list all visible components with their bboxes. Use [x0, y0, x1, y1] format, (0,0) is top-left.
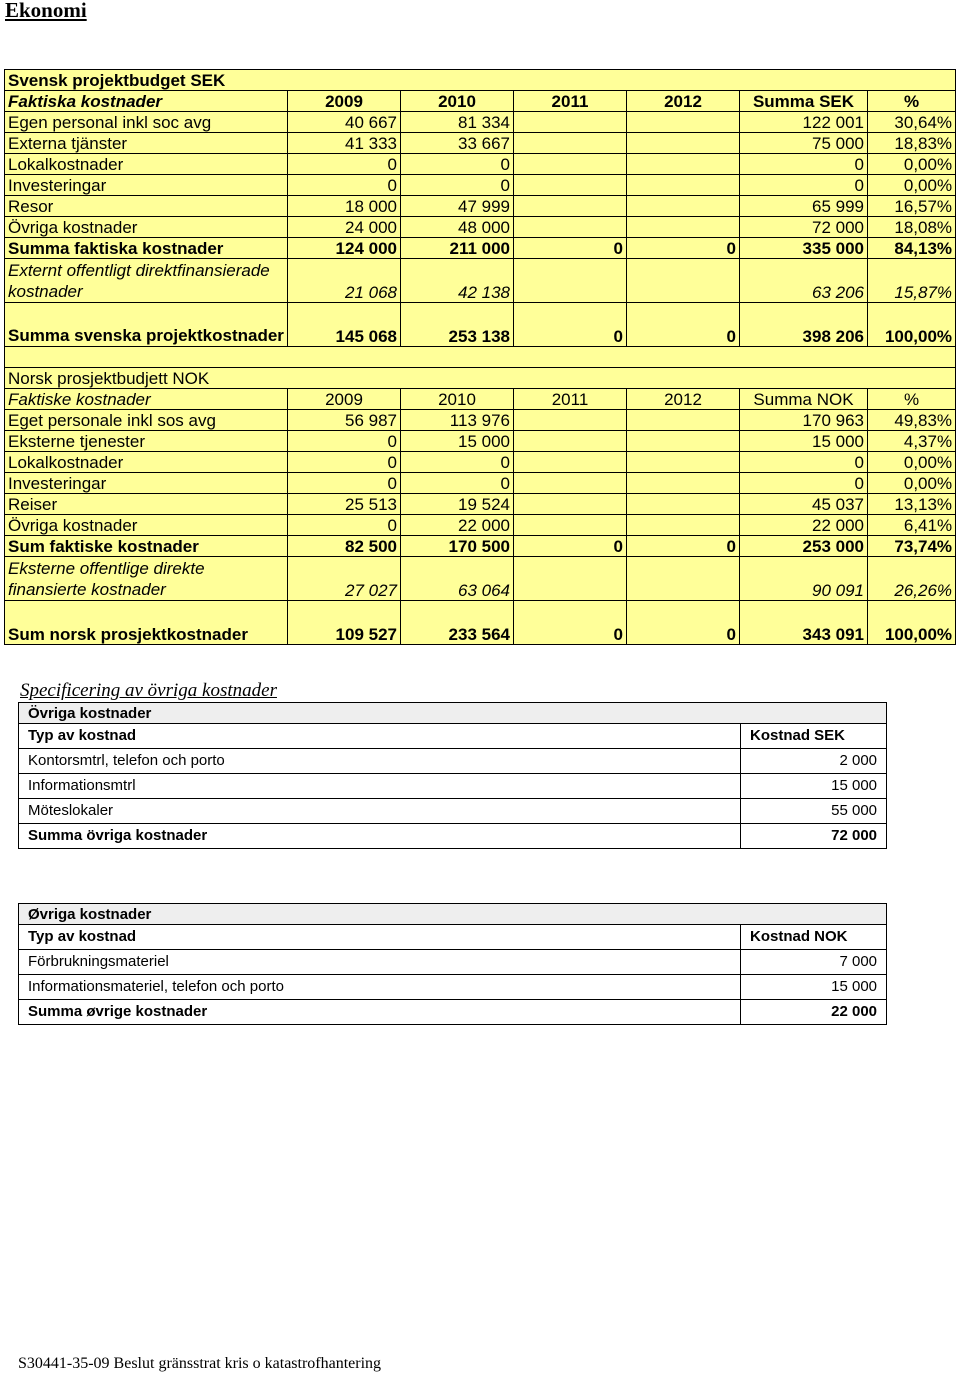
- cell: 335 000: [740, 238, 868, 259]
- table-row: [5, 515, 956, 536]
- row-label: Summa faktiska kostnader: [5, 238, 288, 259]
- cell: 2 000: [741, 749, 887, 774]
- table-row: [5, 154, 956, 175]
- col-header: 2009: [288, 389, 401, 410]
- cell: [514, 175, 627, 196]
- col-header: 2012: [627, 91, 740, 112]
- cell: 145 068: [288, 303, 401, 347]
- col-header: Kostnad NOK: [741, 925, 887, 950]
- spacer-row: [5, 347, 956, 368]
- cell: 63 206: [740, 259, 868, 303]
- spec-title: Øvriga kostnader: [19, 904, 887, 925]
- table-row: [19, 749, 887, 774]
- cell: [514, 515, 627, 536]
- cell: 55 000: [741, 799, 887, 824]
- row-label: Lokalkostnader: [5, 154, 288, 175]
- table-row: [5, 452, 956, 473]
- cell: 81 334: [401, 112, 514, 133]
- row-label: Möteslokaler: [19, 799, 741, 824]
- cell: 90 091: [740, 557, 868, 601]
- cell: 0,00%: [868, 154, 956, 175]
- row-label: Summa övriga kostnader: [19, 824, 741, 849]
- cell: 0: [627, 536, 740, 557]
- cell: [627, 133, 740, 154]
- cell: 42 138: [401, 259, 514, 303]
- cell: 100,00%: [868, 303, 956, 347]
- cell: 170 500: [401, 536, 514, 557]
- cell: 45 037: [740, 494, 868, 515]
- row-label: Summa svenska projektkostnader: [5, 303, 288, 347]
- cell: 18,83%: [868, 133, 956, 154]
- cell: 40 667: [288, 112, 401, 133]
- cell: 0: [288, 154, 401, 175]
- cell: [514, 557, 627, 601]
- cell: [514, 133, 627, 154]
- cell: [627, 154, 740, 175]
- cell: 170 963: [740, 410, 868, 431]
- table-row: [5, 196, 956, 217]
- cell: 0: [514, 536, 627, 557]
- cell: [514, 473, 627, 494]
- cell: 0: [627, 238, 740, 259]
- col-header: Typ av kostnad: [19, 925, 741, 950]
- cell: 15 000: [401, 431, 514, 452]
- cell: [514, 196, 627, 217]
- cell: 84,13%: [868, 238, 956, 259]
- spec-nok-table: [18, 903, 887, 1025]
- cell: 33 667: [401, 133, 514, 154]
- table-row: [19, 975, 887, 1000]
- table-header-row: [5, 91, 956, 112]
- table-row: [5, 431, 956, 452]
- spec-sek-table: [18, 702, 887, 849]
- row-label: Informationsmtrl: [19, 774, 741, 799]
- sum-row: [5, 238, 956, 259]
- cell: 13,13%: [868, 494, 956, 515]
- cell: 0: [288, 515, 401, 536]
- cell: 0: [401, 452, 514, 473]
- row-label: Externa tjänster: [5, 133, 288, 154]
- cell: [627, 452, 740, 473]
- cell: 72 000: [741, 824, 887, 849]
- cell: [514, 494, 627, 515]
- row-label: Resor: [5, 196, 288, 217]
- cell: 4,37%: [868, 431, 956, 452]
- cell: 0: [740, 452, 868, 473]
- cell: [514, 112, 627, 133]
- table-row: [19, 774, 887, 799]
- row-label: Eget personale inkl sos avg: [5, 410, 288, 431]
- footer-text: S30441-35-09 Beslut gränsstrat kris o katastrofhantering: [18, 1355, 382, 1372]
- col-header: 2012: [627, 389, 740, 410]
- cell: 49,83%: [868, 410, 956, 431]
- cell: [514, 259, 627, 303]
- cell: 22 000: [401, 515, 514, 536]
- row-label: Externt offentligt direktfinansierade kostnader: [5, 259, 288, 303]
- cell: 21 068: [288, 259, 401, 303]
- table-heading: Svensk projektbudget SEK: [5, 70, 956, 91]
- col-header: Summa SEK: [740, 91, 868, 112]
- spec-title: Övriga kostnader: [19, 703, 887, 724]
- table-heading: Norsk prosjektbudjett NOK: [5, 368, 956, 389]
- row-label: Reiser: [5, 494, 288, 515]
- col-header: Faktiska kostnader: [5, 91, 288, 112]
- row-label: Egen personal inkl soc avg: [5, 112, 288, 133]
- external-funding-row: [5, 259, 956, 303]
- cell: 0: [288, 452, 401, 473]
- table-heading-row: [5, 70, 956, 91]
- table-row: [19, 950, 887, 975]
- cell: 253 138: [401, 303, 514, 347]
- cell: [627, 112, 740, 133]
- cell: 41 333: [288, 133, 401, 154]
- row-label: Kontorsmtrl, telefon och porto: [19, 749, 741, 774]
- cell: 0,00%: [868, 175, 956, 196]
- cell: [627, 175, 740, 196]
- cell: 0: [514, 601, 627, 645]
- cell: 65 999: [740, 196, 868, 217]
- cell: 15,87%: [868, 259, 956, 303]
- table-row: [19, 799, 887, 824]
- cell: 113 976: [401, 410, 514, 431]
- table-heading-row: [5, 368, 956, 389]
- page-title: Ekonomi: [5, 0, 87, 22]
- cell: 7 000: [741, 950, 887, 975]
- cell: 63 064: [401, 557, 514, 601]
- table-row: [5, 175, 956, 196]
- cell: [627, 259, 740, 303]
- cell: [627, 557, 740, 601]
- cell: 211 000: [401, 238, 514, 259]
- cell: 26,26%: [868, 557, 956, 601]
- cell: [627, 217, 740, 238]
- cell: 15 000: [740, 431, 868, 452]
- sum-row: [19, 824, 887, 849]
- cell: 0: [401, 473, 514, 494]
- row-label: Informationsmateriel, telefon och porto: [19, 975, 741, 1000]
- row-label: Förbrukningsmateriel: [19, 950, 741, 975]
- cell: 25 513: [288, 494, 401, 515]
- cell: 343 091: [740, 601, 868, 645]
- row-label: Övriga kostnader: [5, 217, 288, 238]
- cell: 124 000: [288, 238, 401, 259]
- cell: 30,64%: [868, 112, 956, 133]
- table-row: [5, 133, 956, 154]
- cell: 100,00%: [868, 601, 956, 645]
- cell: 0: [627, 601, 740, 645]
- col-header: 2011: [514, 91, 627, 112]
- cell: 72 000: [740, 217, 868, 238]
- sum-row: [5, 536, 956, 557]
- cell: 0,00%: [868, 452, 956, 473]
- cell: 0: [740, 154, 868, 175]
- cell: 16,57%: [868, 196, 956, 217]
- spacer-cell: [5, 347, 956, 368]
- cell: 109 527: [288, 601, 401, 645]
- spec-title-row: [19, 703, 887, 724]
- row-label: Sum norsk prosjektkostnader: [5, 601, 288, 645]
- spec-title-row: [19, 904, 887, 925]
- cell: 47 999: [401, 196, 514, 217]
- cell: [514, 410, 627, 431]
- cell: 0: [288, 431, 401, 452]
- col-header: 2009: [288, 91, 401, 112]
- cell: [627, 431, 740, 452]
- table-header-row: [5, 389, 956, 410]
- row-label: Sum faktiske kostnader: [5, 536, 288, 557]
- cell: 18,08%: [868, 217, 956, 238]
- row-label: Lokalkostnader: [5, 452, 288, 473]
- cell: 0,00%: [868, 473, 956, 494]
- spec-heading: Specificering av övriga kostnader: [20, 680, 277, 701]
- row-label: Investeringar: [5, 473, 288, 494]
- col-header: Typ av kostnad: [19, 724, 741, 749]
- cell: 0: [514, 303, 627, 347]
- cell: [514, 154, 627, 175]
- cell: 0: [288, 473, 401, 494]
- cell: [627, 196, 740, 217]
- col-header: 2010: [401, 389, 514, 410]
- cell: [514, 431, 627, 452]
- cell: 73,74%: [868, 536, 956, 557]
- col-header: 2010: [401, 91, 514, 112]
- cell: [514, 217, 627, 238]
- total-row: [5, 303, 956, 347]
- cell: [514, 452, 627, 473]
- cell: 19 524: [401, 494, 514, 515]
- cell: 82 500: [288, 536, 401, 557]
- spec-header-row: [19, 724, 887, 749]
- cell: [627, 473, 740, 494]
- cell: 0: [514, 238, 627, 259]
- col-header: %: [868, 389, 956, 410]
- sum-row: [19, 1000, 887, 1025]
- table-row: [5, 473, 956, 494]
- table-row: [5, 494, 956, 515]
- cell: 0: [627, 303, 740, 347]
- col-header: Kostnad SEK: [741, 724, 887, 749]
- external-funding-row: [5, 557, 956, 601]
- row-label: Summa øvrige kostnader: [19, 1000, 741, 1025]
- cell: [627, 410, 740, 431]
- cell: 22 000: [741, 1000, 887, 1025]
- spec-header-row: [19, 925, 887, 950]
- cell: 15 000: [741, 774, 887, 799]
- col-header: Faktiske kostnader: [5, 389, 288, 410]
- col-header: %: [868, 91, 956, 112]
- cell: [627, 515, 740, 536]
- cell: 75 000: [740, 133, 868, 154]
- col-header: Summa NOK: [740, 389, 868, 410]
- cell: 0: [740, 175, 868, 196]
- row-label: Eksterne offentlige direkte finansierte kostnader: [5, 557, 288, 601]
- row-label: Övriga kostnader: [5, 515, 288, 536]
- cell: 0: [401, 175, 514, 196]
- swedish-budget-table: [4, 69, 956, 645]
- row-label: Investeringar: [5, 175, 288, 196]
- cell: 122 001: [740, 112, 868, 133]
- col-header: 2011: [514, 389, 627, 410]
- cell: 6,41%: [868, 515, 956, 536]
- cell: 0: [401, 154, 514, 175]
- table-row: [5, 217, 956, 238]
- cell: 0: [288, 175, 401, 196]
- row-label: Eksterne tjenester: [5, 431, 288, 452]
- table-row: [5, 112, 956, 133]
- cell: 0: [740, 473, 868, 494]
- cell: 253 000: [740, 536, 868, 557]
- cell: 56 987: [288, 410, 401, 431]
- cell: 27 027: [288, 557, 401, 601]
- table-row: [5, 410, 956, 431]
- total-row: [5, 601, 956, 645]
- cell: 18 000: [288, 196, 401, 217]
- cell: 398 206: [740, 303, 868, 347]
- cell: 24 000: [288, 217, 401, 238]
- cell: 22 000: [740, 515, 868, 536]
- cell: 48 000: [401, 217, 514, 238]
- cell: 233 564: [401, 601, 514, 645]
- cell: 15 000: [741, 975, 887, 1000]
- cell: [627, 494, 740, 515]
